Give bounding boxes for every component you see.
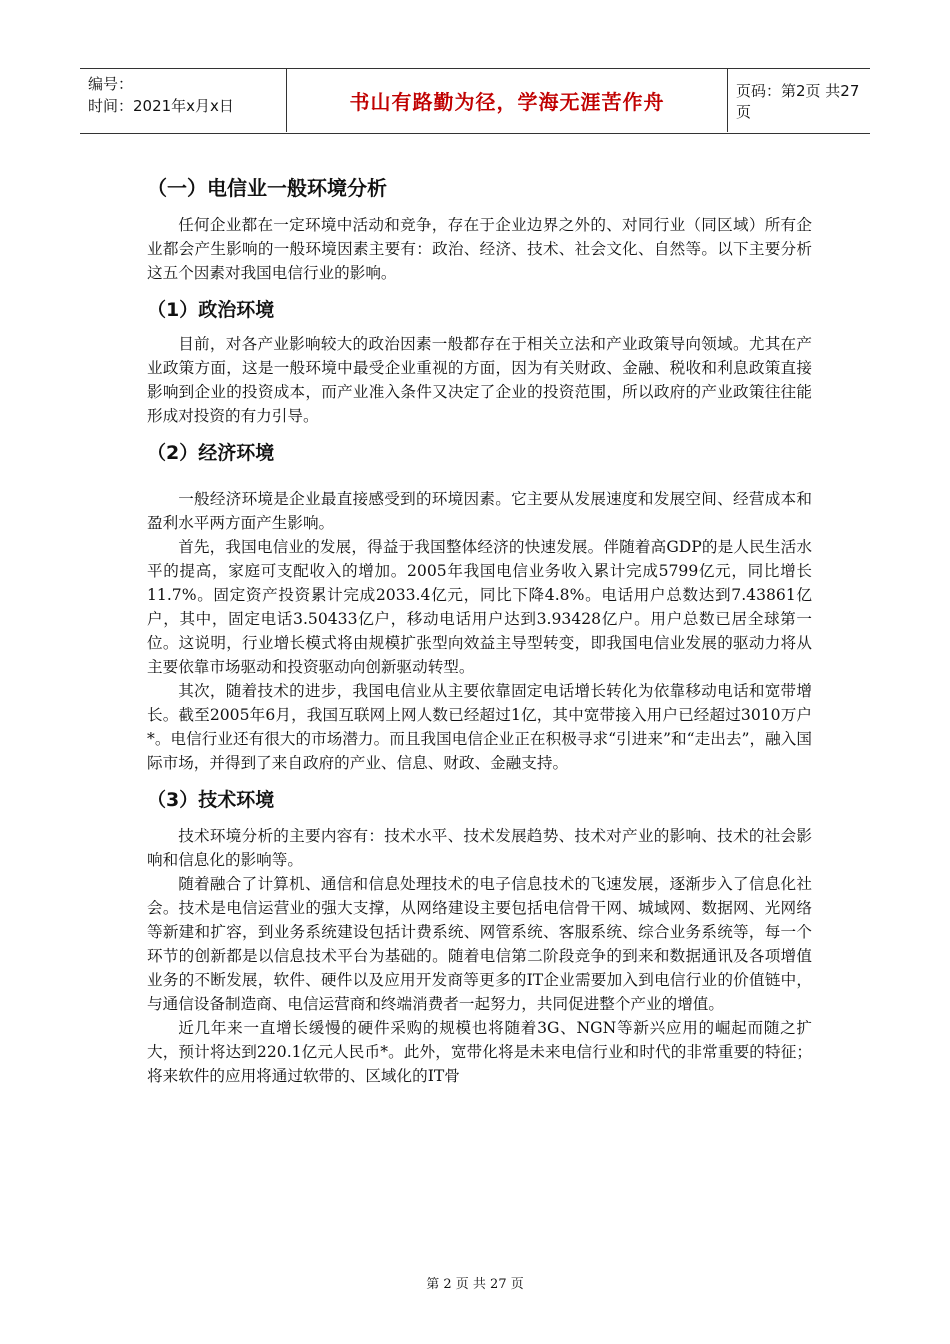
- section-title-general-environment: （一）电信业一般环境分析: [147, 176, 387, 200]
- paragraph: 技术环境分析的主要内容有：技术水平、技术发展趋势、技术对产业的影响、技术的社会影响和信息化的影响等。: [147, 827, 812, 869]
- paragraph: 随着融合了计算机、通信和信息处理技术的电子信息技术的飞速发展，逐渐步入了信息化社会。技术是电信运营业的强大支撑，从网络建设主要包括电信骨干网、城域网、数据网、光网络等新建和扩容，到业务系统建设包括计费系统、网管系统、客服系统、综合业务系统等，每一个环节的创新都是以信息技术平台为基础的。随着电信第二阶段竞争的到来和数据通讯及各项增值业务的不断发展，软件、硬件以及应用开发商等更多的IT企业需要加入到电信行业的价值链中，与通信设备制造商、电信运营商和终端消费者一起努力，共同促进整个产业的增值。: [147, 875, 812, 1013]
- paragraph: 任何企业都在一定环境中活动和竞争，存在于企业边界之外的、对同行业（同区域）所有企业都会产生影响的一般环境因素主要有：政治、经济、技术、社会文化、自然等。以下主要分析这五个因素对我国电信行业的影响。: [147, 216, 812, 282]
- section-title-technology: （3）技术环境: [147, 789, 275, 811]
- paragraph: 其次，随着技术的进步，我国电信业从主要依靠固定电话增长转化为依靠移动电话和宽带增长。截至2005年6月，我国互联网上网人数已经超过1亿，其中宽带接入用户已经超过3010万户*。电信行业还有很大的市场潜力。而且我国电信企业正在积极寻求“引进来”和“走出去”，融入国际市场，并得到了来自政府的产业、信息、财政、金融支持。: [147, 682, 812, 772]
- header-left-block: [88, 73, 286, 131]
- page-footer: 第 2 页 共 27 页: [426, 1277, 524, 1292]
- section-title-political: （1）政治环境: [147, 299, 275, 321]
- document-body: [147, 172, 812, 1088]
- header-page-info: 页码：第2页 共27页: [736, 81, 860, 121]
- paragraph: 目前，对各产业影响较大的政治因素一般都存在于相关立法和产业政策导向领域。尤其在产业政策方面，这是一般环境中最受企业重视的方面，因为有关财政、金融、税收和利息政策直接影响到企业的投资成本，而产业准入条件又决定了企业的投资范围，所以政府的产业政策往往能形成对投资的有力引导。: [147, 335, 812, 425]
- document-date-label: 时间：2021年x月x日: [88, 97, 234, 115]
- header-motto: 书山有路勤为径，学海无涯苦作舟: [286, 69, 728, 132]
- paragraph: 首先，我国电信业的发展，得益于我国整体经济的快速发展。伴随着高GDP的是人民生活水平的提高，家庭可支配收入的增加。2005年我国电信业务收入累计完成5799亿元，同比增长11.7%。固定资产投资累计完成2033.4亿元，同比下降4.8%。电话用户总数达到7.43861亿户，其中，固定电话3.50433亿户，移动电话用户达到3.93428亿户。用户总数已居全球第一位。这说明，行业增长模式将由规模扩张型向效益主导型转变，即我国电信业发展的驱动力将从主要依靠市场驱动和投资驱动向创新驱动转型。: [147, 538, 812, 676]
- paragraph: 一般经济环境是企业最直接感受到的环境因素。它主要从发展速度和发展空间、经营成本和盈利水平两方面产生影响。: [147, 490, 812, 532]
- section-title-economic: （2）经济环境: [147, 442, 275, 464]
- document-number-label: 编号：: [88, 75, 134, 93]
- paragraph: 近几年来一直增长缓慢的硬件采购的规模也将随着3G、NGN等新兴应用的崛起而随之扩大，预计将达到220.1亿元人民币*。此外，宽带化将是未来电信行业和时代的非常重要的特征；将来软件的应用将通过软带的、区域化的IT骨: [147, 1019, 812, 1085]
- page-header: [80, 68, 870, 134]
